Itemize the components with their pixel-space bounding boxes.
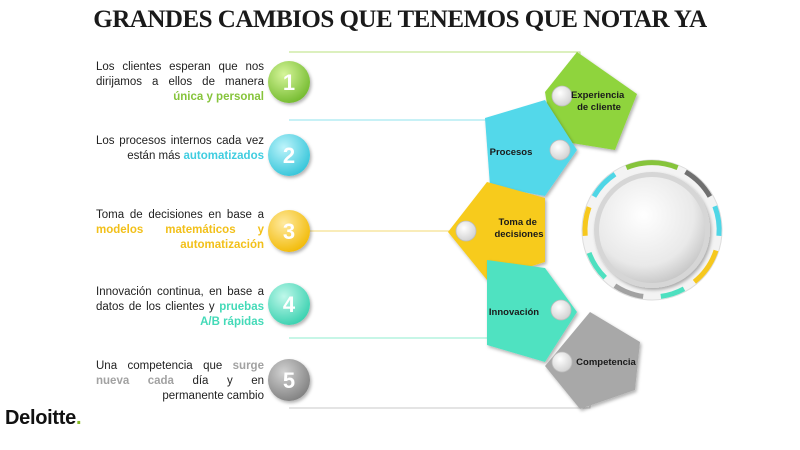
svg-text:Experiencia de cliente (571, 90, 627, 113)
logo-wordmark: Deloitte (5, 407, 76, 429)
logo-dot: . (75, 407, 82, 429)
item-2-text (96, 134, 264, 164)
number-2: 2 (282, 143, 296, 168)
item-5-body-after: día y en permanente cambio (162, 375, 264, 402)
number-circle-4 (268, 283, 310, 325)
number-circle-2 (268, 134, 310, 176)
svg-text:Innovación (489, 307, 539, 318)
segment-3-label-line2: decisiones (494, 229, 544, 240)
connector-line-1 (289, 52, 580, 70)
segment-1-label-line1: Experiencia (571, 90, 625, 101)
item-1-body: Los clientes esperan que nos dirijamos a ellos de manera (96, 61, 264, 88)
item-4-text (96, 285, 264, 330)
item-3-body: Toma de decisiones en base a (96, 209, 264, 221)
number-4: 4 (282, 292, 296, 317)
item-3-highlight: modelos matemáticos y automatización (96, 224, 264, 251)
item-2-highlight: automatizados (183, 150, 264, 162)
segment-4-label-line1: Innovación (488, 307, 540, 318)
svg-text:Toma de decisiones (494, 217, 543, 240)
item-5-body: Una competencia que (96, 360, 223, 372)
svg-text:Competencia (576, 357, 636, 368)
item-2-body: Los procesos internos cada vez están más (96, 135, 264, 162)
segment-2-label-line1: Procesos (489, 147, 533, 158)
item-3-text (96, 208, 264, 253)
dial-center-disc (599, 177, 705, 283)
segment-4-knob (551, 300, 571, 320)
segment-5-knob (552, 352, 572, 372)
item-1-text (96, 60, 264, 105)
number-circle-1 (268, 61, 310, 103)
svg-text:Procesos (490, 147, 533, 158)
number-5: 5 (282, 368, 296, 393)
segment-1-knob (552, 86, 572, 106)
segment-3-label-line1: Toma de (498, 217, 537, 228)
segment-2-knob (550, 140, 570, 160)
page-title: GRANDES CAMBIOS QUE TENEMOS QUE NOTAR YA (93, 6, 707, 33)
segment-1-label-line2: de cliente (577, 102, 621, 113)
number-1: 1 (282, 70, 296, 95)
item-1-highlight: única y personal (173, 91, 264, 103)
item-4-highlight: pruebas A/B rápidas (200, 301, 264, 328)
number-circle-5 (268, 359, 310, 401)
number-circle-3 (268, 210, 310, 252)
item-5-highlight: surge nueva cada (96, 360, 264, 387)
number-3: 3 (282, 219, 296, 244)
deloitte-logo (5, 407, 81, 430)
central-dial (582, 160, 722, 300)
connector-line-5 (289, 398, 590, 408)
item-4-body: Innovación continua, en base a datos de los clientes y (96, 286, 264, 313)
item-5-text (96, 359, 264, 404)
segment-5-label-line1: Competencia (576, 357, 636, 368)
segment-3-knob (456, 221, 476, 241)
